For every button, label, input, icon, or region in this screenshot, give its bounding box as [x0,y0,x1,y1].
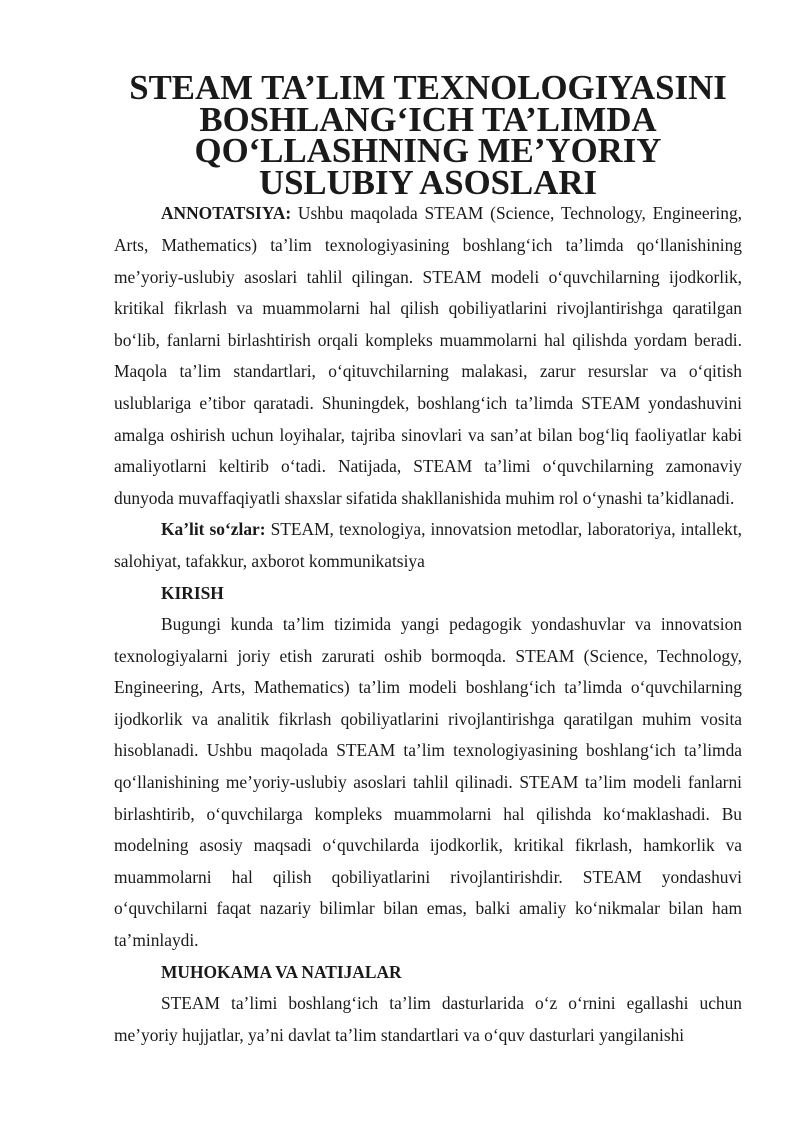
keywords-label: Ka’lit so‘zlar: [161,519,266,540]
section-heading-kirish: KIRISH [161,582,224,603]
section-paragraph-kirish: Bugungi kunda ta’lim tizimida yangi pedagogik yondashuvlar va innovatsion texnologiyalarni joriy etish zarurati oshib bormoqda. STEAM (Science, Technology, Engineering, Arts, Mathematics) ta’lim modeli boshlang‘ich ta’limda o‘quvchilarning ijodkorlik va analitik fikrlash qobiliyatlarini rivojlantirishga qaratilgan muhim vosita hisoblanadi. Ushbu maqolada STEAM ta’lim texnologiyasining boshlang‘ich ta’limda qo‘llanishining me’yoriy-uslubiy asoslari tahlil qilinadi. STEAM ta’lim modeli fanlarni birlashtirib, o‘quvchilarga kompleks muammolarni hal qilishda ko‘maklashadi. Bu modelning asosiy maqsadi o‘quvchilarda ijodkorlik, kritikal fikrlash, hamkorlik va muammolarni hal qilish qobiliyatlarini rivojlantirishdir. STEAM yondashuvi o‘quvchilarni faqat nazariy bilimlar bilan emas, balki amaliy ko‘nikmalar bilan ham ta’minlaydi. [114,614,742,951]
title-line-1: STEAM TA’LIM TEXNOLOGIYASINI BOSHLANG‘ICH TA’LIMDA [129,68,727,139]
page-title [114,68,742,202]
abstract-paragraph [114,198,742,514]
keywords-text: STEAM, texnologiya, innovatsion metodlar, laboratoriya, intallekt, salohiyat, tafakkur, axborot kommunikatsiya [114,519,742,571]
section-paragraph-muhokama: STEAM ta’limi boshlang‘ich ta’lim dasturlarida o‘z o‘rnini egallashi uchun me’yoriy hujjatlar, ya’ni davlat ta’lim standartlari va o‘quv dasturlari yangilanishi [114,993,742,1045]
abstract-label: ANNOTATSIYA: [161,203,292,224]
document-page [114,68,742,1051]
section-heading-muhokama: MUHOKAMA VA NATIJALAR [161,961,402,982]
abstract-text: Ushbu maqolada STEAM (Science, Technology, Engineering, Arts, Mathematics) ta’lim texnologiyasining boshlang‘ich ta’limda qo‘llanishining me’yoriy-uslubiy asoslari tahlil qilingan. STEAM modeli o‘quvchilarning ijodkorlik, kritikal fikrlash va muammolarni hal qilish qobiliyatlarini rivojlantirishga qaratilgan bo‘lib, fanlarni birlashtirish orqali kompleks muammolarni hal qilishda yordam beradi. Maqola ta’lim standartlari, o‘qituvchilarning malakasi, zarur resurslar va o‘qitish uslublariga e’tibor qaratadi. Shuningdek, boshlang‘ich ta’limda STEAM yondashuvini amalga oshirish uchun loyihalar, tajriba sinovlari va san’at bilan bog‘liq faoliyatlar kabi amaliyotlarni keltirib o‘tadi. Natijada, STEAM ta’limi o‘quvchilarning zamonaviy dunyoda muvaffaqiyatli shaxslar sifatida shakllanishida muhim rol o‘ynashi ta’kidlanadi. [114,203,742,508]
keywords-paragraph [114,514,742,577]
title-line-2: QO‘LLASHNING ME’YORIY USLUBIY ASOSLARI [194,131,662,202]
